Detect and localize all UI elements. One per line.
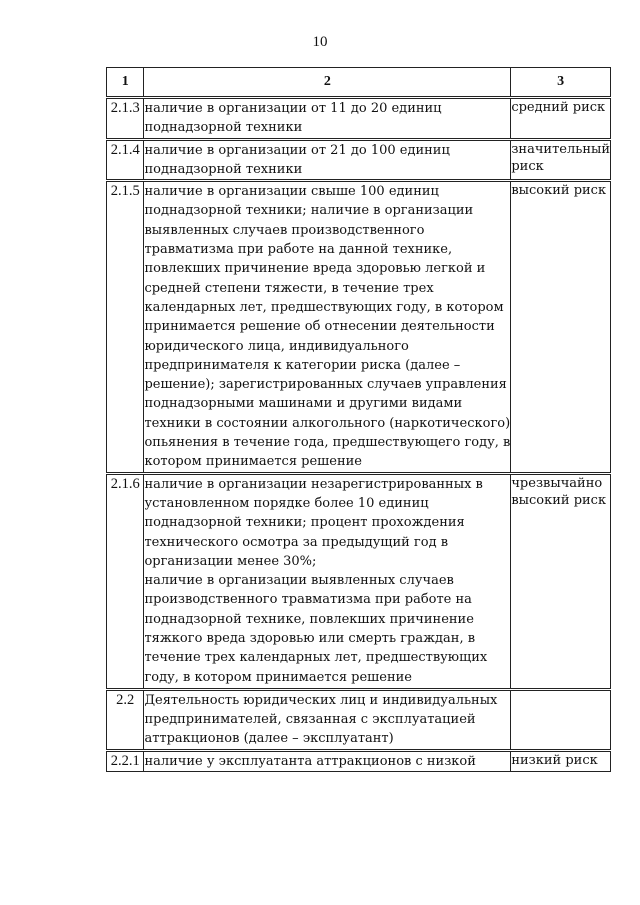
criterion-line: поднадзорной техники; процент прохождения bbox=[144, 515, 465, 531]
page-number: 10 bbox=[312, 34, 328, 50]
risk-criteria-table bbox=[106, 67, 611, 772]
table-row bbox=[107, 139, 611, 181]
row-criterion bbox=[144, 750, 511, 771]
row-risk-category bbox=[511, 689, 611, 750]
criterion-line: тяжкого вреда здоровью или смерть граждан, в bbox=[144, 631, 476, 647]
criterion-line: наличие у эксплуатанта аттракционов с низкой bbox=[144, 753, 476, 769]
row-criterion bbox=[144, 689, 511, 750]
criterion-line: технического осмотра за предыдущий год в bbox=[144, 534, 449, 550]
row-risk-category: низкий риск bbox=[511, 750, 611, 771]
row-criterion bbox=[144, 473, 511, 689]
criterion-line: поднадзорной техники; наличие в организации bbox=[144, 203, 474, 219]
criterion-line: календарных лет, предшествующих году, в котором bbox=[144, 299, 504, 315]
criterion-line: установленном порядке более 10 единиц bbox=[144, 495, 429, 511]
table-header-row bbox=[107, 68, 611, 98]
row-risk-category: высокий риск bbox=[511, 181, 611, 473]
row-number: 2.1.6 bbox=[107, 473, 144, 689]
criterion-line: поднадзорными машинами и другими видами bbox=[144, 396, 463, 412]
table-row bbox=[107, 689, 611, 750]
table-row bbox=[107, 98, 611, 140]
criterion-line: наличие в организации незарегистрированных в bbox=[144, 476, 483, 492]
row-number: 2.2 bbox=[107, 689, 144, 750]
criterion-line: травматизма при работе на данной технике, bbox=[144, 242, 453, 258]
table-row bbox=[107, 181, 611, 473]
row-criterion bbox=[144, 181, 511, 473]
criterion-line: поднадзорной техники bbox=[144, 161, 303, 177]
criterion-line: повлекших причинение вреда здоровью легкой и bbox=[144, 261, 486, 277]
criterion-line: выявленных случаев производственного bbox=[144, 222, 425, 238]
criterion-line: наличие в организации свыше 100 единиц bbox=[144, 184, 439, 200]
criterion-line: опьянения в течение года, предшествующего году, в bbox=[144, 435, 511, 451]
row-number: 2.1.5 bbox=[107, 181, 144, 473]
header-col-3: 3 bbox=[511, 68, 611, 98]
header-col-2: 2 bbox=[144, 68, 511, 98]
row-risk-category: значительный риск bbox=[511, 139, 611, 181]
criterion-line: принимается решение об отнесении деятельности bbox=[144, 319, 495, 335]
criterion-line: организации менее 30%; bbox=[144, 553, 317, 569]
criterion-line: поднадзорной техники bbox=[144, 120, 303, 136]
row-number: 2.1.4 bbox=[107, 139, 144, 181]
criterion-line: наличие в организации от 11 до 20 единиц bbox=[144, 101, 442, 116]
criterion-line: юридического лица, индивидуального bbox=[144, 338, 409, 354]
table-row bbox=[107, 473, 611, 689]
criterion-line: течение трех календарных лет, предшествующих bbox=[144, 650, 488, 666]
criterion-line: производственного травматизма при работе на bbox=[144, 592, 472, 608]
table-row bbox=[107, 750, 611, 771]
criterion-line: котором принимается решение bbox=[144, 454, 362, 470]
criterion-line: предпринимателей, связанная с эксплуатацией bbox=[144, 711, 476, 727]
criterion-line: средней степени тяжести, в течение трех bbox=[144, 280, 434, 296]
criterion-line: наличие в организации от 21 до 100 единиц bbox=[144, 142, 450, 158]
criterion-line: Деятельность юридических лиц и индивидуальных bbox=[144, 692, 498, 708]
row-criterion bbox=[144, 98, 511, 140]
row-number: 2.1.3 bbox=[107, 98, 144, 140]
row-risk-category: средний риск bbox=[511, 98, 611, 140]
criterion-line: предпринимателя к категории риска (далее – bbox=[144, 357, 461, 373]
row-criterion bbox=[144, 139, 511, 181]
criterion-line: аттракционов (далее – эксплуатант) bbox=[144, 731, 394, 747]
row-risk-category: чрезвычайно высокий риск bbox=[511, 473, 611, 689]
criterion-line: наличие в организации выявленных случаев bbox=[144, 573, 454, 589]
criterion-line: решение); зарегистрированных случаев управления bbox=[144, 377, 507, 393]
criterion-line: поднадзорной технике, повлекших причинение bbox=[144, 611, 474, 627]
header-col-1: 1 bbox=[107, 68, 144, 98]
criterion-line: техники в состоянии алкогольного (наркотического) bbox=[144, 415, 511, 431]
criterion-line: году, в котором принимается решение bbox=[144, 669, 412, 685]
row-number: 2.2.1 bbox=[107, 750, 144, 771]
